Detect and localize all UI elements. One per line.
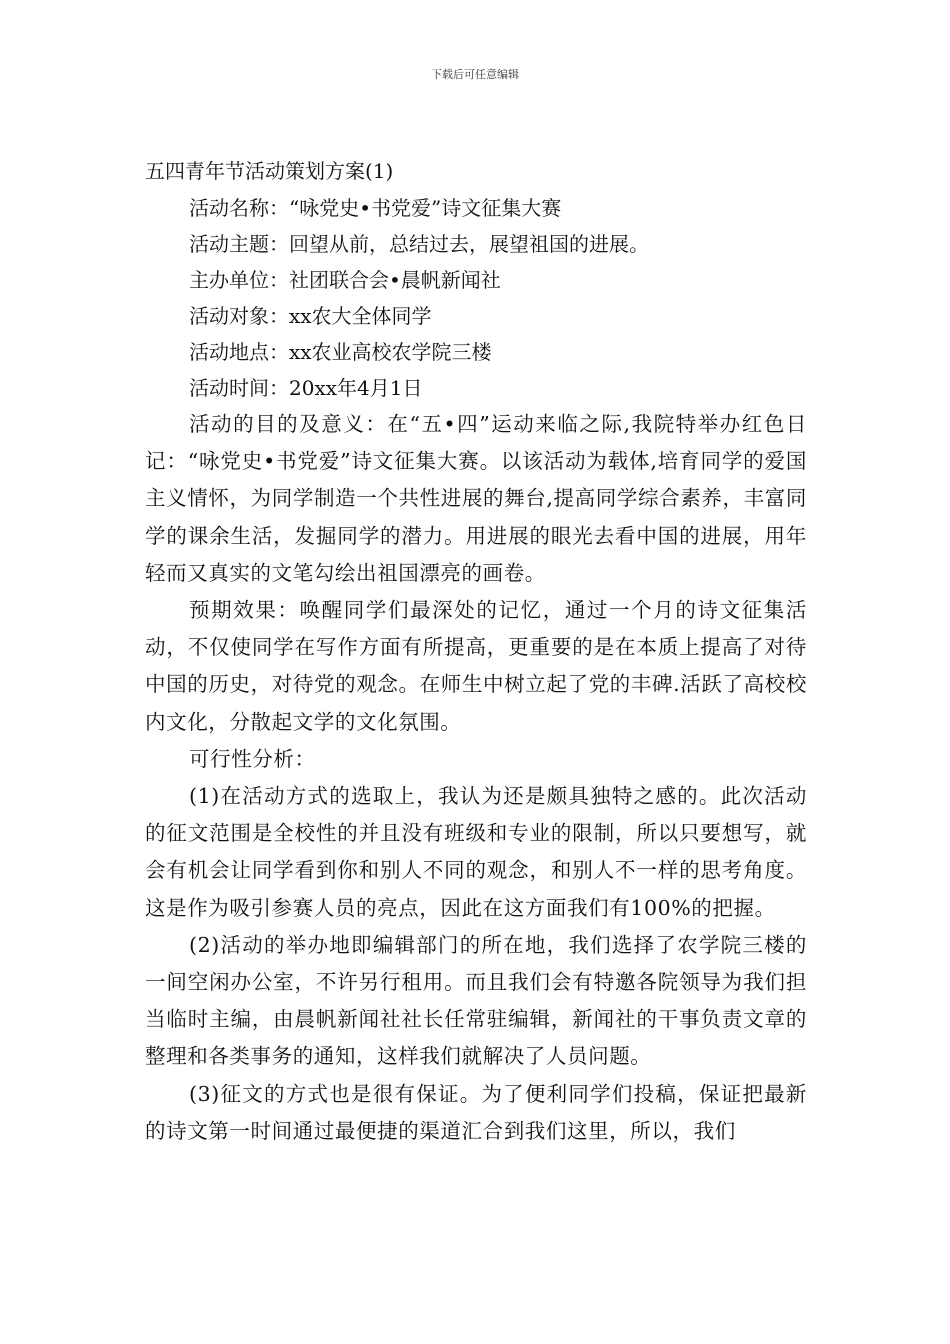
info-line-activity-name: 活动名称：“咏党史•书党爱”诗文征集大赛 <box>189 196 562 220</box>
document-body <box>145 153 807 1150</box>
paragraph-expected-effect: 预期效果：唤醒同学们最深处的记忆，通过一个月的诗文征集活动，不仅使同学在写作方面有所提高，更重要的是在本质上提高了对待中国的历史，对待党的观念。在师生中树立起了党的丰碑.活跃了高校校内文化，分散起文学的文化氛围。 <box>145 598 807 734</box>
info-line-organizer: 主办单位：社团联合会•晨帆新闻社 <box>189 268 501 292</box>
info-line-location: 活动地点：xx农业高校农学院三楼 <box>189 340 492 364</box>
paragraph-feasibility-heading: 可行性分析： <box>189 746 316 771</box>
info-line-time: 活动时间：20xx年4月1日 <box>189 376 423 400</box>
paragraph-feasibility-2: (2)活动的举办地即编辑部门的所在地，我们选择了农学院三楼的一间空闲办公室，不许另行租用。而且我们会有特邀各院领导为我们担当临时主编，由晨帆新闻社社长任常驻编辑，新闻社的干事负责文章的整理和各类事务的通知，这样我们就解决了人员问题。 <box>145 932 807 1069</box>
paragraph-feasibility-1: (1)在活动方式的选取上，我认为还是颇具独特之感的。此次活动的征文范围是全校性的并且没有班级和专业的限制，所以只要想写，就会有机会让同学看到你和别人不同的观念，和别人不一样的思考角度。这是作为吸引参赛人员的亮点，因此在这方面我们有100%的把握。 <box>145 784 807 920</box>
info-line-activity-theme: 活动主题：回望从前，总结过去，展望祖国的进展。 <box>189 232 649 256</box>
document-title: 五四青年节活动策划方案(1) <box>145 159 394 183</box>
header-note: 下载后可任意编辑 <box>431 68 519 81</box>
info-line-participants: 活动对象：xx农大全体同学 <box>189 304 432 328</box>
paragraph-feasibility-3: (3)征文的方式也是很有保证。为了便利同学们投稿，保证把最新的诗文第一时间通过最便捷的渠道汇合到我们这里，所以，我们 <box>145 1081 807 1143</box>
paragraph-purpose: 活动的目的及意义：在“五•四”运动来临之际,我院特举办红色日记：“咏党史•书党爱”诗文征集大赛。以该活动为载体,培育同学的爱国主义情怀，为同学制造一个共性进展的舞台,提高同学综合素养，丰富同学的课余生活，发掘同学的潜力。用进展的眼光去看中国的进展，用年轻而又真实的文笔勾绘出祖国漂亮的画卷。 <box>145 412 807 585</box>
